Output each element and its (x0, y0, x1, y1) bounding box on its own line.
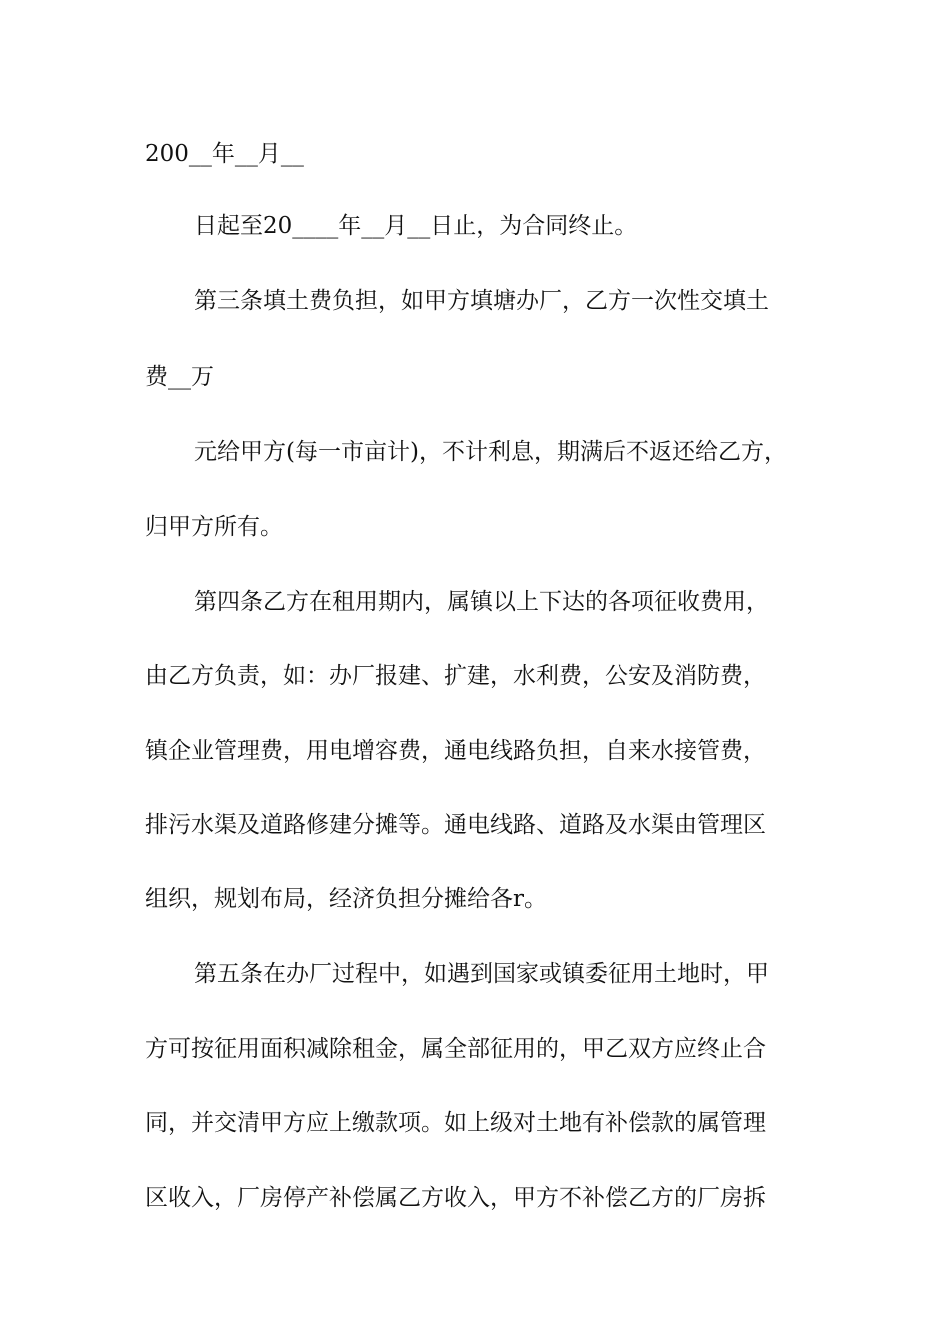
text-line: 第五条在办厂过程中，如遇到国家或镇委征用土地时，甲 (194, 961, 769, 987)
text-line: 排污水渠及道路修建分摊等。通电线路、道路及水渠由管理区 (145, 812, 766, 838)
text-line: 区收入，厂房停产补偿属乙方收入，甲方不补偿乙方的厂房拆 (145, 1185, 766, 1211)
text-line: 归甲方所有。 (145, 514, 283, 540)
text-line: 第三条填土费负担，如甲方填塘办厂，乙方一次性交填土 (194, 288, 769, 314)
text-line: 同，并交清甲方应上缴款项。如上级对土地有补偿款的属管理 (145, 1110, 766, 1136)
text-line: 方可按征用面积减除租金，属全部征用的，甲乙双方应终止合 (145, 1036, 766, 1062)
text-line: 组织，规划布局，经济负担分摊给各r。 (145, 886, 547, 912)
text-line: 日起至20____年__月__日止，为合同终止。 (194, 213, 638, 239)
text-line: 200__年__月__ (145, 141, 304, 167)
text-line: 镇企业管理费，用电增容费，通电线路负担，自来水接管费， (145, 738, 766, 764)
text-line: 第四条乙方在租用期内，属镇以上下达的各项征收费用， (194, 589, 769, 615)
text-line: 费__万 (145, 364, 214, 390)
text-line: 由乙方负责，如：办厂报建、扩建，水利费，公安及消防费， (145, 663, 766, 689)
text-line: 元给甲方(每一市亩计)，不计利息，期满后不返还给乙方， (194, 439, 787, 465)
